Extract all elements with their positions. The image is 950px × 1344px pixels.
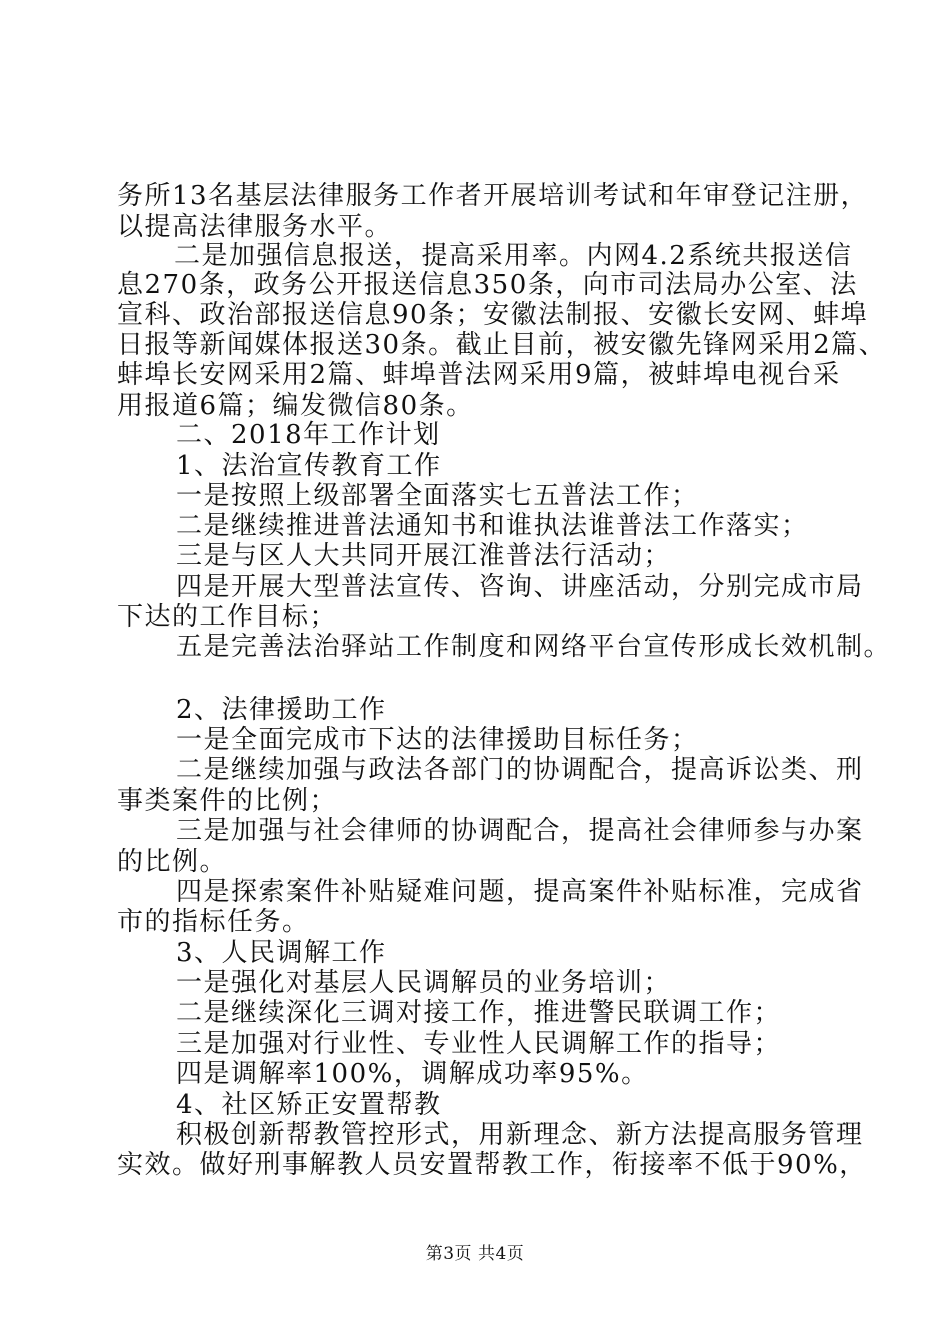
paragraph-line: 实效。做好刑事解教人员安置帮教工作，衔接率不低于90%， [117, 1150, 867, 1180]
subsection-heading: 2、法律援助工作 [176, 695, 387, 725]
paragraph-line: 三是与区人大共同开展江淮普法行活动； [176, 541, 672, 571]
subsection-heading: 1、法治宣传教育工作 [176, 451, 442, 481]
paragraph-line: 一是按照上级部署全面落实七五普法工作； [176, 481, 699, 511]
paragraph-line: 二是加强信息报送，提高采用率。内网4.2系统共报送信 [174, 241, 853, 271]
paragraph-line: 下达的工作目标； [117, 602, 338, 632]
paragraph-line: 二是继续加强与政法各部门的协调配合，提高诉讼类、刑 [176, 755, 864, 785]
paragraph-line: 务所13名基层法律服务工作者开展培训考试和年审登记注册， [117, 181, 869, 211]
paragraph-line: 日报等新闻媒体报送30条。截止目前，被安徽先锋网采用2篇、 [117, 330, 887, 360]
paragraph-line: 三是加强与社会律师的协调配合，提高社会律师参与办案 [176, 816, 864, 846]
paragraph-line: 一是强化对基层人民调解员的业务培训； [176, 968, 672, 998]
paragraph-line: 一是全面完成市下达的法律援助目标任务； [176, 725, 699, 755]
page-number-footer: 第3页 共4页 [425, 1244, 525, 1264]
paragraph-line: 宣科、政治部报送信息90条；安徽法制报、安徽长安网、蚌埠 [117, 300, 869, 330]
paragraph-line: 事类案件的比例； [117, 786, 338, 816]
paragraph-line: 四是开展大型普法宣传、咨询、讲座活动，分别完成市局 [176, 572, 864, 602]
paragraph-line: 四是探索案件补贴疑难问题，提高案件补贴标准，完成省 [176, 877, 864, 907]
paragraph-line: 二是继续推进普法通知书和谁执法谁普法工作落实； [176, 511, 809, 541]
paragraph-line: 息270条，政务公开报送信息350条，向市司法局办公室、法 [117, 270, 858, 300]
paragraph-line: 积极创新帮教管控形式，用新理念、新方法提高服务管理 [176, 1120, 864, 1150]
paragraph-line: 用报道6篇；编发微信80条。 [117, 391, 474, 421]
paragraph-line: 以提高法律服务水平。 [117, 212, 393, 242]
paragraph-line: 三是加强对行业性、专业性人民调解工作的指导； [176, 1029, 782, 1059]
paragraph-line: 二是继续深化三调对接工作，推进警民联调工作； [176, 998, 782, 1028]
subsection-heading: 3、人民调解工作 [176, 938, 387, 968]
paragraph-line: 五是完善法治驿站工作制度和网络平台宣传形成长效机制。 [176, 632, 892, 662]
paragraph-line: 的比例。 [117, 847, 228, 877]
paragraph-line: 市的指标任务。 [117, 907, 310, 937]
subsection-heading: 4、社区矫正安置帮教 [176, 1090, 442, 1120]
paragraph-line: 四是调解率100%，调解成功率95%。 [176, 1059, 649, 1089]
paragraph-line: 蚌埠长安网采用2篇、蚌埠普法网采用9篇，被蚌埠电视台采 [117, 360, 841, 390]
section-heading: 二、2018年工作计划 [176, 420, 441, 450]
